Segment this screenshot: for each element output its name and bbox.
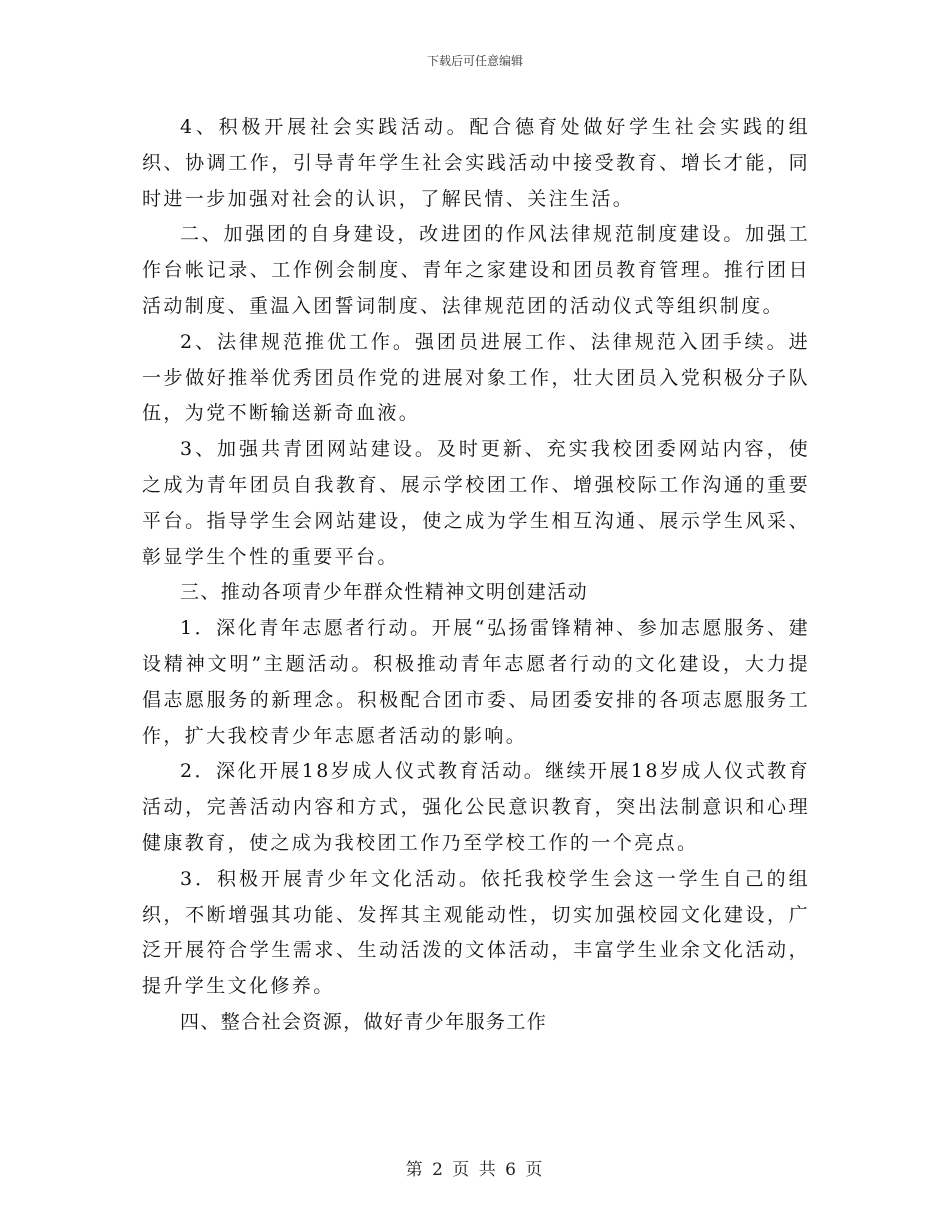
paragraph-culture-activities: 3．积极开展青少年文化活动。依托我校学生会这一学生自己的组织，不断增强其功能、发挥其主观能动性，切实加强校园文化建设，广泛开展符合学生需求、生动活泼的文体活动，丰富学生业余文化活动，提升学生文化修养。 (142, 867, 810, 998)
paragraph-self-building: 二、加强团的自身建设，改进团的作风法律规范制度建设。加强工作台帐记录、工作例会制度、青年之家建设和团员教育管理。推行团日活动制度、重温入团誓词制度、法律规范团的活动仪式等组织制度。 (142, 223, 810, 317)
section-heading-social-resources: 四、整合社会资源，做好青少年服务工作 (180, 1010, 548, 1033)
page-number-footer: 第 2 页 共 6 页 (405, 1160, 545, 1180)
paragraph-website-building: 3、加强共青团网站建设。及时更新、充实我校团委网站内容，使之成为青年团员自我教育、展示学校团工作、增强校际工作沟通的重要平台。指导学生会网站建设，使之成为学生相互沟通、展示学生风采、彰显学生个性的重要平台。 (142, 438, 810, 568)
paragraph-adult-ceremony: 2．深化开展18岁成人仪式教育活动。继续开展18岁成人仪式教育活动，完善活动内容和方式，强化公民意识教育，突出法制意识和心理健康教育，使之成为我校团工作乃至学校工作的一个亮点。 (142, 760, 810, 854)
document-body (142, 110, 810, 1041)
page-header: 下载后可任意编辑 (426, 54, 523, 68)
paragraph-recommend-excellent: 2、法律规范推优工作。强团员进展工作、法律规范入团手续。进一步做好推举优秀团员作党的进展对象工作，壮大团员入党积极分子队伍，为党不断输送新奇血液。 (142, 330, 810, 425)
paragraph-social-practice: 4、积极开展社会实践活动。配合德育处做好学生社会实践的组织、协调工作，引导青年学生社会实践活动中接受教育、增长才能，同时进一步加强对社会的认识，了解民情、关注生活。 (142, 116, 810, 210)
section-heading-civilization-activities: 三、推动各项青少年群众性精神文明创建活动 (180, 581, 589, 604)
paragraph-volunteer-action: 1．深化青年志愿者行动。开展“弘扬雷锋精神、参加志愿服务、建设精神文明”主题活动。积极推动青年志愿者行动的文化建设，大力提倡志愿服务的新理念。积极配合团市委、局团委安排的各项志愿服务工作，扩大我校青少年志愿者活动的影响。 (142, 617, 810, 747)
